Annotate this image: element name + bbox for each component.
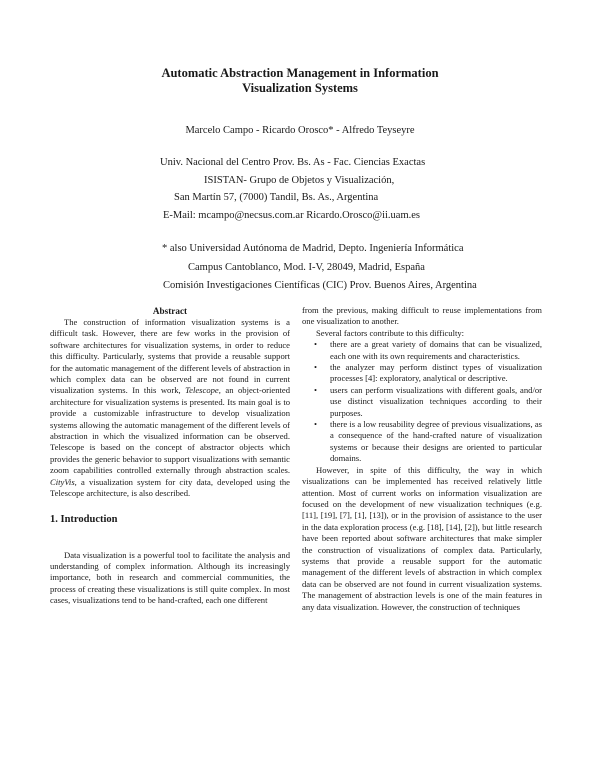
abstract-text: , a visualization system for city data, developed using the Telescope architecture, is also described. — [50, 476, 290, 499]
bullet-glyph: • — [314, 362, 318, 373]
list-item — [302, 362, 542, 385]
abstract-body — [50, 317, 290, 500]
affiliation-line: Campus Cantoblanco, Mod. I-V, 28049, Madrid, España — [188, 262, 425, 273]
list-item-text: there are a great variety of domains that can be visualized, each one with its own requirements and characteristics. — [330, 339, 542, 361]
bullet-glyph: • — [314, 339, 318, 350]
intro-paragraph: Data visualization is a powerful tool to facilitate the analysis and understanding of complex information. Although its increasingly importance, both in research and commercial communities, the process of creating these visualizations is still quite complex. In most cases, visualizations tend to be hand-crafted, each one different — [50, 549, 290, 606]
right-column — [302, 305, 542, 613]
affiliation-line: ISISTAN- Grupo de Objetos y Visualización, — [204, 175, 395, 186]
affiliation-line: Comisión Investigaciones Científicas (CIC) Prov. Buenos Aires, Argentina — [163, 280, 477, 291]
abstract-emphasis: Telescope — [185, 385, 219, 396]
list-item — [302, 339, 542, 362]
affiliation-line: Univ. Nacional del Centro Prov. Bs. As - Fac. Ciencias Exactas — [160, 157, 426, 168]
affiliation-line: * also Universidad Autónoma de Madrid, Depto. Ingeniería Informática — [162, 243, 464, 254]
paper-title — [60, 66, 540, 96]
list-item — [302, 385, 542, 419]
affiliation-line: San Martín 57, (7000) Tandil, Bs. As., Argentina — [174, 192, 379, 203]
affiliation-email: E-Mail: mcampo@necsus.com.ar Ricardo.Orosco@ii.uam.es — [163, 210, 420, 221]
title-line: Automatic Abstraction Management in Information — [161, 66, 439, 80]
difficulty-factors-list — [302, 339, 542, 464]
list-item — [302, 419, 542, 465]
abstract-emphasis: CityVis — [50, 476, 75, 487]
title-line: Visualization Systems — [242, 81, 358, 95]
author-list: Marcelo Campo - Ricardo Orosco* - Alfredo Teyseyre — [185, 125, 415, 136]
intro-paragraph: Several factors contribute to this difficulty: — [316, 327, 465, 338]
bullet-glyph: • — [314, 384, 318, 395]
abstract-text: The construction of information visualization systems is a difficult task. However, there are few works in the provision of software architectures for visualization systems, in order to reduce this difficulty. Particularly, systems that provide a reusable support for the automatic management of the different levels of abstraction in which complex data can be observed are not found in current visualization systems. In this work, — [50, 317, 290, 396]
list-item-text: users can perform visualizations with different goals, and/or use distinct visualization techniques according to their purposes. — [330, 384, 542, 418]
abstract-heading: Abstract — [152, 306, 188, 316]
section-heading-introduction: 1. Introduction — [50, 513, 118, 525]
left-column — [50, 305, 290, 607]
bullet-glyph: • — [314, 419, 318, 430]
list-item-text: the analyzer may perform distinct types of visualization processes [4]: exploratory, analytical or descriptive. — [330, 362, 542, 384]
intro-paragraph-continued: from the previous, making difficult to reuse implementations from one visualization to another. — [302, 305, 542, 327]
intro-paragraph: However, in spite of this difficulty, the way in which visualizations can be implemented has received relatively little attention. Most of current works on information visualization are focused on the development of new visualization techniques (e.g. [11], [19], [7], [1], [13]), or in the provision of assistance to the user in the data exploration process (e.g. [18], [14], [2]), but little research have been reported about software architectures that make simpler the construction of visualizations of complex data. Particularly, systems that provide a reusable support for the automatic management of the different levels of abstraction in which complex data can be observed are not found in current visualization systems. The management of abstraction levels is one of the main features in any data visualization. However, the construction of techniques — [302, 464, 542, 612]
list-item-text: there is a low reusability degree of previous visualizations, as a consequence of the hand-crafted nature of visualization systems or because their designs are oriented to particular domains. — [330, 419, 542, 464]
abstract-text: , an object-oriented architecture for visualization systems is presented. Its main goal is to provide a customizable infrastructure to develop visualization systems allowing the automatic management of the different levels of abstraction in which the visualized information can be observed. Telescope is based on the concept of abstractor objects which provides the generic behavior to support visualizations with semantic zoom capabilities controlled externally through abstraction scales. — [50, 385, 291, 476]
